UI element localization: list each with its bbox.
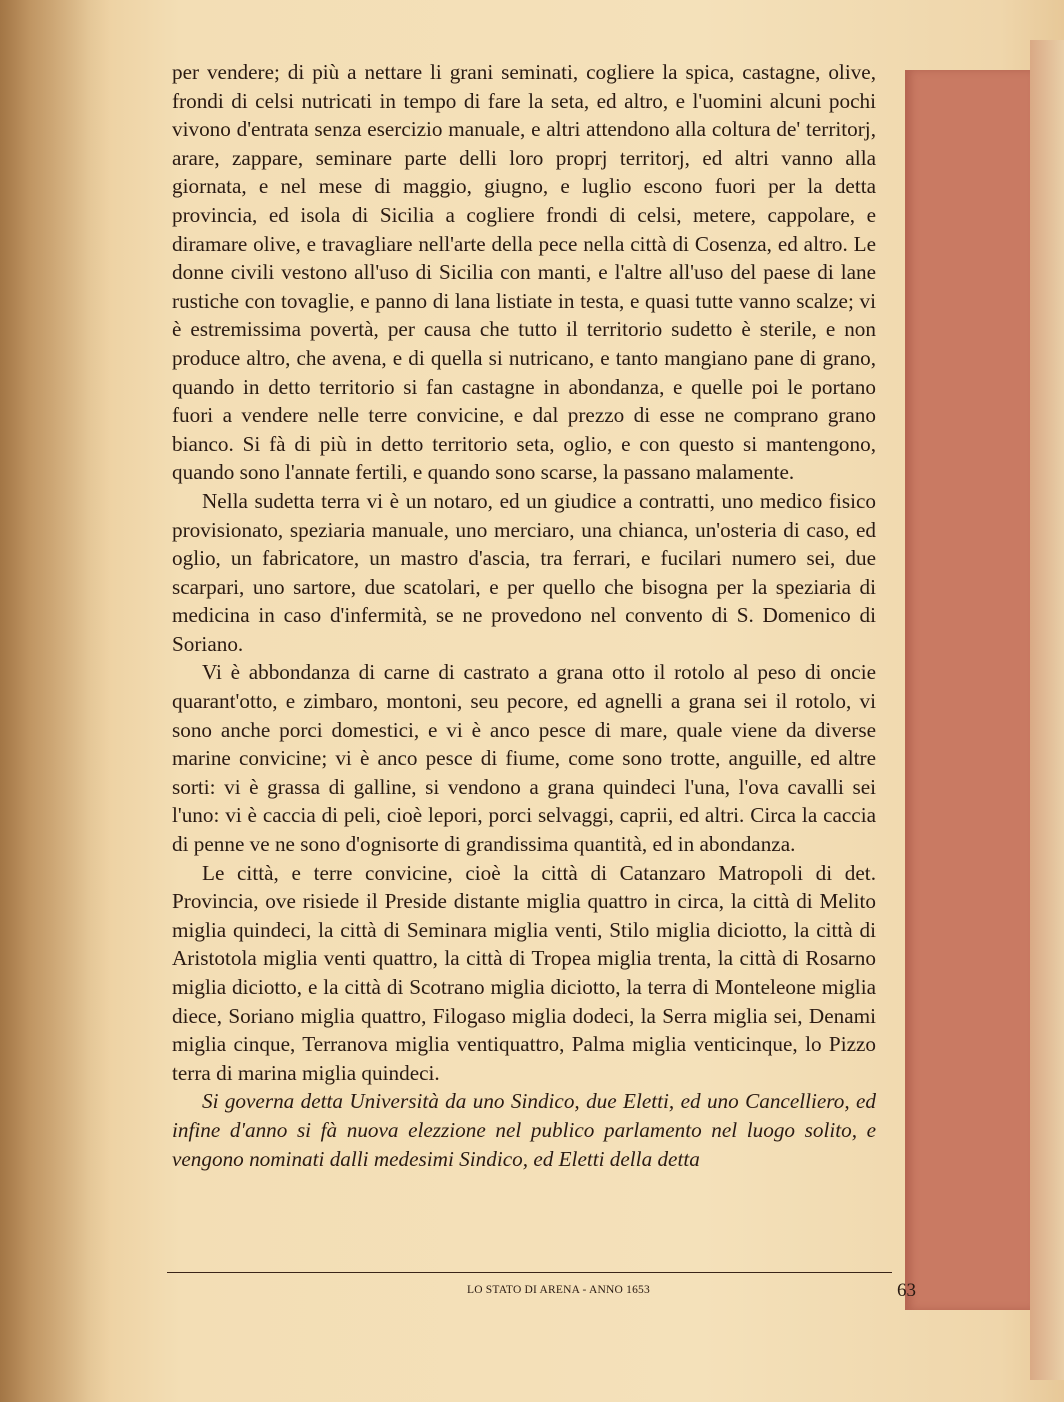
paragraph-4: Le città, e terre convicine, cioè la città di Catanzaro Matropoli di det. Provincia, ove risiede il Preside distante miglia quattro in circa, la città di Melito miglia quindeci, la città di Seminara miglia venti, Stilo miglia diciotto, la città di Aristotola miglia venti quattro, la città di Tropea miglia trenta, la città di Rosarno miglia diciotto, e la città di Scotrano miglia diciotto, la terra di Monteleone miglia diece, Soriano miglia quattro, Filogaso miglia dodeci, la Serra miglia sei, Denami miglia cinque, Terranova miglia ventiquattro, Palma miglia venticinque, lo Pizzo terra di marina miglia quindeci. <box>172 860 876 1085</box>
footer-rule <box>167 1272 892 1273</box>
page-gutter-shadow <box>0 0 110 1402</box>
decorative-band <box>905 70 1030 1310</box>
page-number: 63 <box>897 1280 916 1301</box>
paragraph-5: Si governa detta Università da uno Sindico, due Eletti, ed uno Cancelliero, ed infine d'anno si fà nuova elezzione nel publico parlamento nel luogo solito, e vengono nominati dalli medesimi Sindico, ed Eletti della detta <box>172 1089 876 1171</box>
paragraph-3: Vi è abbondanza di carne di castrato a grana otto il rotolo al peso di oncie quarant'otto, e zimbaro, montoni, seu pecore, ed agnelli a grana sei il rotolo, vi sono anche porci domestici, e vi è anco pesce di mare, quale viene da diverse marine convicine; vi è anco pesce di fiume, come sono trotte, anguille, ed altre sorti: vi è grassa di galline, si vendono a grana quindeci l'una, l'ova cavalli sei l'uno: vi è caccia di peli, cioè lepori, porci selvaggi, caprii, ed altri. Circa la caccia di penne ve ne sono d'ognisorte di grandissima quantità, ed in abondanza. <box>172 660 876 857</box>
body-text <box>172 58 876 1173</box>
running-title: LO STATO DI ARENA - ANNO 1653 <box>467 1284 650 1296</box>
page-edge <box>1030 40 1064 1380</box>
paragraph-2: Nella sudetta terra vi è un notaro, ed un giudice a contratti, uno medico fisico provisionato, speziaria manuale, uno merciaro, una chianca, un'osteria di caso, ed oglio, un fabricatore, un mastro d'ascia, tra ferrari, e fucilari numero sei, due scarpari, uno sartore, due scatolari, e per quello che bisogna per la speziaria di medicina in caso d'infermità, se ne provedono nel convento di S. Domenico di Soriano. <box>172 488 876 656</box>
paragraph-1: per vendere; di più a nettare li grani seminati, cogliere la spica, castagne, olive, frondi di celsi nutricati in tempo di fare la seta, ed altro, e l'uomini alcuni pochi vivono d'entrata senza esercizio manuale, e altri attendono alla coltura de' territorj, arare, zappare, seminare parte delli loro proprj territorj, ed altri vanno alla giornata, e nel mese di maggio, giugno, e luglio escono fuori per la detta provincia, ed isola di Sicilia a cogliere frondi di celsi, metere, cappolare, e diramare olive, e travagliare nell'arte della pece nella città di Cosenza, ed altro. Le donne civili vestono all'uso di Sicilia con manti, e l'altre all'uso del paese di lane rustiche con tovaglie, e panno di lana listiate in testa, e quasi tutte vanno scalze; vi è estremissima povertà, per causa che tutto il territorio sudetto è sterile, e non produce altro, che avena, e di quella si nutricano, e tanto mangiano pane di grano, quando in detto territorio si fan castagne in abondanza, e quelle poi le portano fuori a vendere nelle terre convicine, e dal prezzo di esse ne comprano grano bianco. Si fà di più in detto territorio seta, oglio, e con questo si mantengono, quando sono l'annate fertili, e quando sono scarse, la passano malamente. <box>172 60 876 485</box>
